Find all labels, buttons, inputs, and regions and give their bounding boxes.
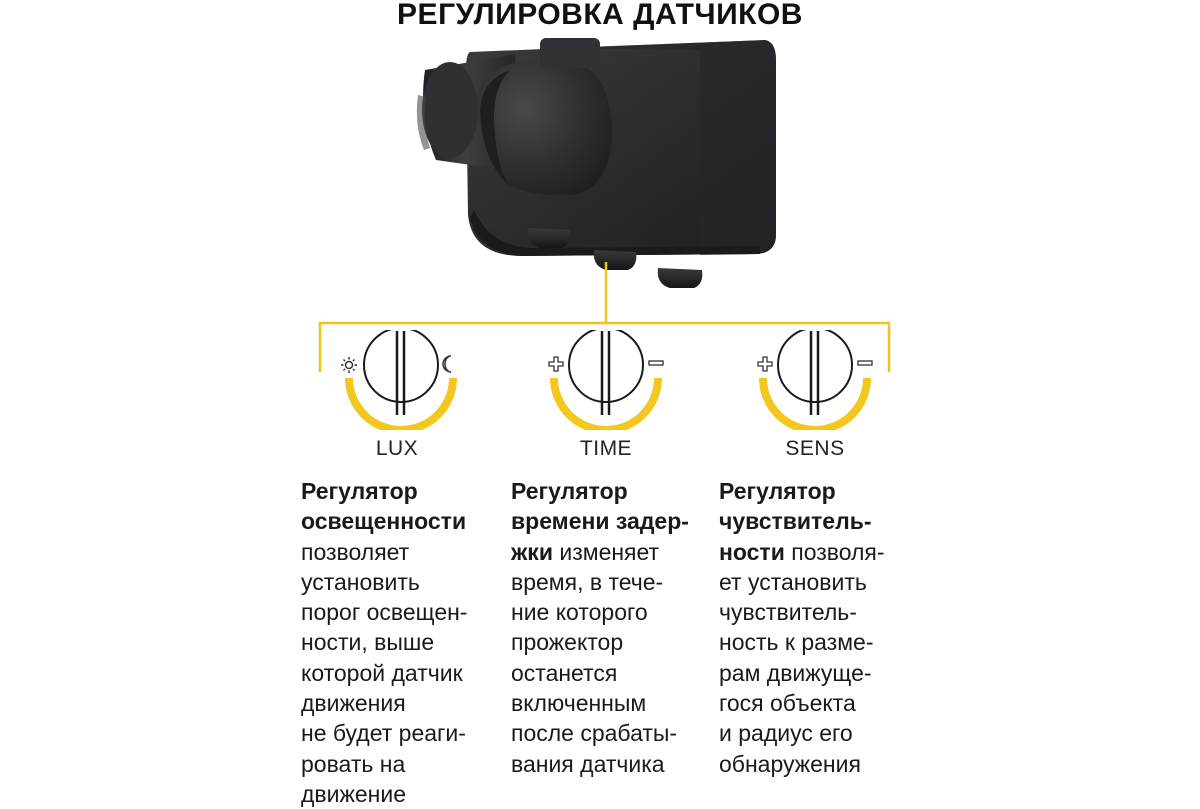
description-text: ние которого (511, 599, 648, 626)
time-label: TIME (579, 437, 633, 460)
description-line (719, 537, 885, 567)
description-text: включенным (511, 690, 647, 717)
description-text: ровать на (301, 750, 406, 777)
description-text: установить (301, 568, 420, 595)
description-text: и радиус его (719, 720, 853, 747)
description-line (301, 476, 467, 506)
description-bold-text: Регулятор (511, 478, 628, 504)
description-text: после срабаты- (511, 720, 678, 747)
description-text: гося объекта (719, 690, 856, 717)
minus-icon (858, 361, 872, 365)
description-line (511, 688, 689, 718)
description-line (301, 627, 467, 657)
description-text: изменяет (552, 538, 660, 565)
description-bold-text: освещенности (301, 508, 467, 535)
description-text: движение (301, 780, 407, 807)
description-line (719, 597, 885, 627)
moon-icon (443, 356, 451, 372)
sens-dial[interactable] (745, 330, 885, 430)
page-title: РЕГУЛИРОВКА ДАТЧИКОВ (397, 0, 803, 31)
sens-label: SENS (785, 437, 845, 460)
description-line (719, 718, 885, 748)
plus-icon (549, 357, 563, 371)
description-line (511, 718, 689, 748)
description-line (511, 658, 689, 688)
description-line (301, 779, 467, 809)
description-bold-text: времени задер- (511, 508, 689, 535)
description-line (301, 506, 467, 536)
plus-icon (758, 357, 772, 371)
description-text: прожектор (511, 629, 624, 656)
description-line (511, 567, 689, 597)
description-bold-text: ности (719, 538, 785, 565)
description-bold-text: жки (511, 538, 553, 565)
description-bold-text: Регулятор (301, 478, 418, 504)
description-line (511, 749, 689, 779)
description-text: рам движуще- (719, 659, 872, 686)
description-text: ности, выше (301, 629, 435, 656)
description-line (301, 658, 467, 688)
description-text: которой датчик (301, 659, 463, 686)
sens-description (719, 476, 885, 779)
description-line (301, 688, 467, 718)
sun-icon (341, 357, 357, 373)
description-line (511, 627, 689, 657)
description-text: ность к разме- (719, 629, 874, 656)
description-text: движения (301, 690, 406, 717)
description-line (719, 749, 885, 779)
description-text: ет установить (719, 568, 867, 595)
description-line (719, 476, 885, 506)
description-text: позволяет (301, 538, 410, 565)
description-line (719, 627, 885, 657)
description-text: обнаружения (719, 750, 861, 777)
description-line (511, 537, 689, 567)
description-line (511, 506, 689, 536)
description-line (301, 597, 467, 627)
description-text: позволя- (784, 538, 885, 565)
description-line (301, 749, 467, 779)
lux-label: LUX (375, 437, 419, 460)
description-line (301, 567, 467, 597)
description-line (511, 597, 689, 627)
description-line (301, 537, 467, 567)
description-line (719, 688, 885, 718)
description-line (719, 567, 885, 597)
minus-icon (649, 361, 663, 365)
description-text: вания датчика (511, 750, 665, 777)
lux-dial[interactable] (331, 330, 471, 430)
description-line (719, 506, 885, 536)
description-text: не будет реаги- (301, 720, 466, 747)
description-line (719, 658, 885, 688)
description-text: время, в тече- (511, 568, 664, 595)
description-line (511, 476, 689, 506)
description-text: чувствитель- (719, 599, 857, 626)
time-description (511, 476, 689, 779)
lux-description (301, 476, 467, 809)
description-text: останется (511, 659, 618, 686)
description-bold-text: чувствитель- (719, 508, 872, 535)
description-bold-text: Регулятор (719, 478, 836, 504)
description-text: порог освещен- (301, 599, 468, 626)
description-line (301, 718, 467, 748)
time-dial[interactable] (536, 330, 676, 430)
